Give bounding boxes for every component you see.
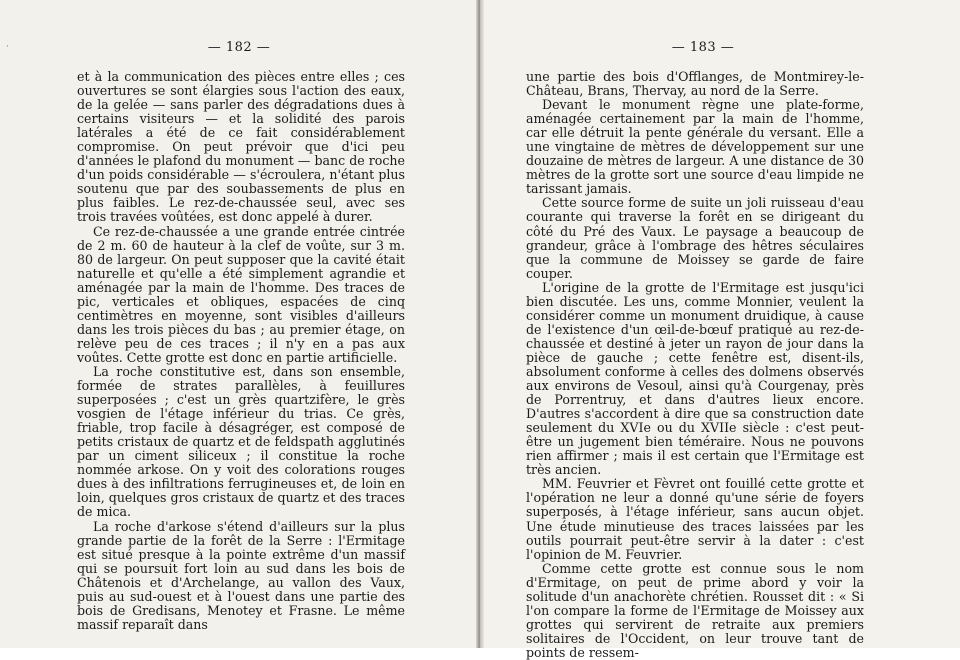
left-page (0, 0, 480, 648)
paragraph: et à la communication des pièces entre elles ; ces ouvertures se sont élargies sous l'action des eaux, de la gelée — sans parler des dégradations dues à certains visiteurs — et la solidité des parois latérales a été de ce fait considérablement compromise. On peut prévoir que d'ici peu d'années le plafond du monument — banc de roche d'un poids considérable — s'écroulera, n'étant plus soutenu que par des soubassements de plus en plus faibles. Le rez-de-chaussée seul, avec ses trois travées voûtées, est donc appelé à durer. (77, 69, 405, 225)
paragraph: Ce rez-de-chaussée a une grande entrée cintrée de 2 m. 60 de hauteur à la clef de voûte, sur 3 m. 80 de largeur. On peut supposer que la cavité était naturelle et qu'elle a été simplement agrandie et aménagée par la main de l'homme. Des traces de pic, verticales et obliques, espacées de cinq centimètres en moyenne, sont visibles d'ailleurs dans les trois pièces du bas ; au premier étage, on relève peu de ces traces ; il n'y en a pas aux voûtes. Cette grotte est donc en partie artificielle. (77, 223, 405, 365)
paragraph: une partie des bois d'Offlanges, de Montmirey-le-Château, Brans, Thervay, au nord de la Serre. (526, 69, 864, 99)
paragraph: Cette source forme de suite un joli ruisseau d'eau courante qui traverse la forêt en se dirigeant du côté du Pré des Vaux. Le paysage a beaucoup de grandeur, grâce à l'ombrage des hêtres séculaires que la commune de Moissey se garde de faire couper. (526, 195, 864, 281)
paragraph: Comme cette grotte est connue sous le nom d'Ermitage, on peut de prime abord y voir la solitude d'un anachorète chrétien. Rousset dit : « Si l'on compare la forme de l'Ermitage de Moissey aux grottes qui servirent de retraite aux premiers solitaires de l'Occident, on leur trouve tant de points de ressem- (526, 560, 864, 660)
right-page-number: — 183 — (671, 40, 735, 55)
paragraph: La roche d'arkose s'étend d'ailleurs sur la plus grande partie de la forêt de la Serre : l'Ermitage est situé presque à la pointe extrême d'un massif qui se poursuit fort loin au sud dans les bois de Châtenois et d'Archelange, au vallon des Vaux, puis au sud-ouest et à l'ouest dans une partie des bois de Gredisans, Menotey et Frasne. Le même massif reparaît dans (77, 518, 405, 632)
paragraph: MM. Feuvrier et Fèvret ont fouillé cette grotte et l'opération ne leur a donné qu'une série de foyers superposés, à l'étage inférieur, sans aucun objet. Une étude minutieuse des traces laissées par les outils pourrait peut-être servir à la dater : c'est l'opinion de M. Feuvrier. (526, 476, 864, 562)
left-page-body (77, 70, 405, 632)
right-page-body (526, 70, 864, 660)
right-page (480, 0, 960, 660)
left-page-number: — 182 — (207, 40, 271, 55)
margin-speck: · (6, 42, 9, 52)
book-gutter (476, 0, 484, 648)
paragraph: Devant le monument règne une plate-forme, aménagée certainement par la main de l'homme, car elle détruit la pente générale du versant. Elle a une vingtaine de mètres de développement sur une douzaine de mètres de largeur. A une distance de 30 mètres de la grotte sort une source d'eau limpide ne tarissant jamais. (526, 97, 864, 197)
paragraph: L'origine de la grotte de l'Ermitage est jusqu'ici bien discutée. Les uns, comme Monnier, veulent la considérer comme un monument druidique, à cause de l'existence d'un œil-de-bœuf pratiqué au rez-de-chaussée et destiné à jeter un rayon de jour dans la pièce de gauche ; cette fenêtre est, disent-ils, absolument conforme à celles des dolmens observés aux environs de Vesoul, ainsi qu'à Courgenay, près de Porrentruy, et dans d'autres lieux encore. D'autres s'accordent à dire que sa construction date seulement du XVIe ou du XVIIe siècle : c'est peut-être un jugement bien téméraire. Nous ne pouvons rien affirmer ; mais il est certain que l'Ermitage est très ancien. (526, 279, 864, 478)
paragraph: La roche constitutive est, dans son ensemble, formée de strates parallèles, à feuillures superposées ; c'est un grès quartzifère, le grès vosgien de l'étage inférieur du trias. Ce grès, friable, trop facile à désagréger, est composé de petits cristaux de quartz et de feldspath agglutinés par un ciment siliceux ; il constitue la roche nommée arkose. On y voit des colorations rouges dues à des infiltrations ferrugineuses et, de loin en loin, quelques gros cristaux de quartz et des traces de mica. (77, 363, 405, 520)
